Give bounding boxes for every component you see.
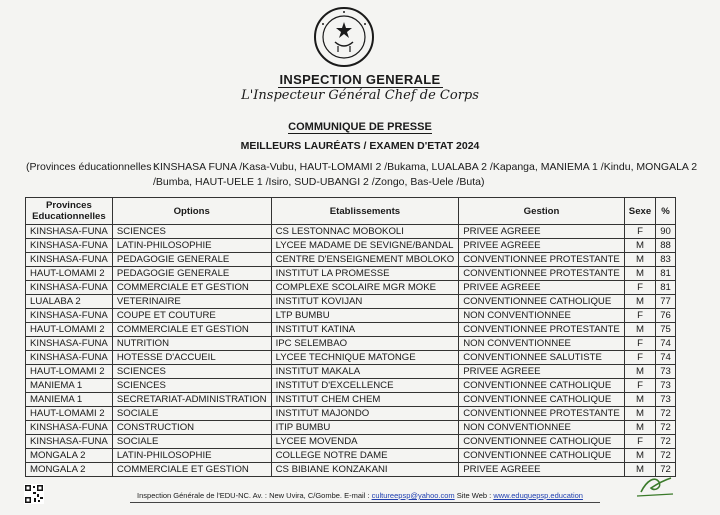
cell-etablissement: CENTRE D'ENSEIGNEMENT MBOLOKO — [271, 253, 459, 267]
table-row — [26, 309, 676, 323]
cell-gestion: PRIVEE AGREEE — [459, 365, 625, 379]
coat-of-arms-seal — [309, 6, 379, 68]
cell-sexe: M — [624, 267, 655, 281]
cell-sexe: F — [624, 281, 655, 295]
col-header-options: Options — [112, 198, 271, 225]
cell-etablissement: INSTITUT KOVIJAN — [271, 295, 459, 309]
cell-province: MANIEMA 1 — [26, 393, 113, 407]
cell-option: COMMERCIALE ET GESTION — [112, 281, 271, 295]
cell-option: COMMERCIALE ET GESTION — [112, 323, 271, 337]
cell-sexe: M — [624, 449, 655, 463]
cell-sexe: M — [624, 323, 655, 337]
cell-percent: 73 — [656, 393, 676, 407]
footer-divider — [130, 502, 600, 503]
cell-gestion: NON CONVENTIONNEE — [459, 309, 625, 323]
cell-sexe: F — [624, 435, 655, 449]
cell-option: COUPE ET COUTURE — [112, 309, 271, 323]
cell-gestion: CONVENTIONNEE CATHOLIQUE — [459, 435, 625, 449]
cell-percent: 77 — [656, 295, 676, 309]
col-header-percent: % — [656, 198, 676, 225]
cell-province: KINSHASA-FUNA — [26, 225, 113, 239]
footer-website-link[interactable]: www.eduquepsp.education — [493, 491, 583, 500]
footer-contact — [0, 491, 720, 500]
cell-province: HAUT-LOMAMI 2 — [26, 267, 113, 281]
cell-province: LUALABA 2 — [26, 295, 113, 309]
cell-sexe: F — [624, 309, 655, 323]
cell-gestion: CONVENTIONNEE CATHOLIQUE — [459, 449, 625, 463]
table-row — [26, 421, 676, 435]
cell-option: NUTRITION — [112, 337, 271, 351]
cell-percent: 73 — [656, 365, 676, 379]
cell-gestion: CONVENTIONNEE SALUTISTE — [459, 351, 625, 365]
cell-option: PEDAGOGIE GENERALE — [112, 253, 271, 267]
provinces-label: (Provinces éducationnelles : — [26, 161, 158, 173]
cell-etablissement: LYCEE MOVENDA — [271, 435, 459, 449]
col-header-sexe: Sexe — [624, 198, 655, 225]
cell-etablissement: CS BIBIANE KONZAKANI — [271, 463, 459, 477]
cell-etablissement: INSTITUT MAKALA — [271, 365, 459, 379]
cell-province: MANIEMA 1 — [26, 379, 113, 393]
cell-percent: 81 — [656, 281, 676, 295]
table-row — [26, 337, 676, 351]
handwritten-signature-mark — [635, 472, 675, 498]
cell-sexe: M — [624, 239, 655, 253]
provinces-note — [26, 160, 706, 190]
table-header-row — [26, 198, 676, 225]
col-header-etablissements: Etablissements — [271, 198, 459, 225]
cell-percent: 72 — [656, 449, 676, 463]
footer-site-label: Site Web : — [454, 491, 494, 500]
cell-etablissement: CS LESTONNAC MOBOKOLI — [271, 225, 459, 239]
table-row — [26, 323, 676, 337]
cell-sexe: F — [624, 379, 655, 393]
footer-email-link[interactable]: cultureepsp@yahoo.com — [371, 491, 455, 500]
col-header-gestion: Gestion — [459, 198, 625, 225]
cell-option: SOCIALE — [112, 435, 271, 449]
table-row — [26, 407, 676, 421]
cell-option: HOTESSE D'ACCUEIL — [112, 351, 271, 365]
cell-sexe: M — [624, 463, 655, 477]
cell-etablissement: INSTITUT LA PROMESSE — [271, 267, 459, 281]
cell-option: LATIN-PHILOSOPHIE — [112, 239, 271, 253]
cell-etablissement: INSTITUT MAJONDO — [271, 407, 459, 421]
cell-percent: 72 — [656, 421, 676, 435]
cell-percent: 73 — [656, 379, 676, 393]
document-title: COMMUNIQUE DE PRESSE — [288, 121, 432, 133]
cell-etablissement: LTP BUMBU — [271, 309, 459, 323]
table-row — [26, 393, 676, 407]
cell-etablissement: INSTITUT D'EXCELLENCE — [271, 379, 459, 393]
cell-gestion: CONVENTIONNEE CATHOLIQUE — [459, 295, 625, 309]
cell-gestion: CONVENTIONNEE PROTESTANTE — [459, 267, 625, 281]
cell-etablissement: INSTITUT KATINA — [271, 323, 459, 337]
signature-line: L'Inspecteur Général Chef de Corps — [241, 88, 479, 103]
cell-etablissement: IPC SELEMBAO — [271, 337, 459, 351]
cell-percent: 83 — [656, 253, 676, 267]
cell-gestion: PRIVEE AGREEE — [459, 463, 625, 477]
cell-percent: 90 — [656, 225, 676, 239]
footer-address: Inspection Générale de l'EDU-NC. Av. : New Uvira, C/Gombe. E-mail : — [137, 491, 372, 500]
cell-sexe: F — [624, 225, 655, 239]
cell-sexe: M — [624, 407, 655, 421]
cell-province: MONGALA 2 — [26, 449, 113, 463]
table-row — [26, 351, 676, 365]
cell-sexe: M — [624, 253, 655, 267]
cell-gestion: CONVENTIONNEE CATHOLIQUE — [459, 379, 625, 393]
cell-province: KINSHASA-FUNA — [26, 309, 113, 323]
cell-province: HAUT-LOMAMI 2 — [26, 323, 113, 337]
document-subtitle: MEILLEURS LAURÉATS / EXAMEN D'ETAT 2024 — [240, 140, 480, 152]
cell-sexe: M — [624, 421, 655, 435]
cell-gestion: PRIVEE AGREEE — [459, 239, 625, 253]
table-row — [26, 239, 676, 253]
cell-province: HAUT-LOMAMI 2 — [26, 407, 113, 421]
cell-etablissement: INSTITUT CHEM CHEM — [271, 393, 459, 407]
cell-option: LATIN-PHILOSOPHIE — [112, 449, 271, 463]
cell-option: SECRETARIAT-ADMINISTRATION — [112, 393, 271, 407]
cell-option: SOCIALE — [112, 407, 271, 421]
cell-option: VETERINAIRE — [112, 295, 271, 309]
table-row — [26, 225, 676, 239]
cell-percent: 75 — [656, 323, 676, 337]
cell-sexe: F — [624, 337, 655, 351]
cell-sexe: M — [624, 393, 655, 407]
laureates-table — [25, 197, 676, 477]
cell-gestion: CONVENTIONNEE PROTESTANTE — [459, 407, 625, 421]
col-header-province: Provinces Educationnelles — [26, 198, 113, 225]
cell-province: KINSHASA-FUNA — [26, 421, 113, 435]
cell-gestion: CONVENTIONNEE CATHOLIQUE — [459, 393, 625, 407]
cell-gestion: PRIVEE AGREEE — [459, 281, 625, 295]
cell-percent: 74 — [656, 337, 676, 351]
cell-province: KINSHASA-FUNA — [26, 435, 113, 449]
cell-province: HAUT-LOMAMI 2 — [26, 365, 113, 379]
cell-sexe: M — [624, 365, 655, 379]
cell-gestion: NON CONVENTIONNEE — [459, 421, 625, 435]
cell-province: KINSHASA-FUNA — [26, 351, 113, 365]
cell-province: KINSHASA-FUNA — [26, 239, 113, 253]
cell-percent: 74 — [656, 351, 676, 365]
table-row — [26, 365, 676, 379]
cell-etablissement: COMPLEXE SCOLAIRE MGR MOKE — [271, 281, 459, 295]
cell-option: COMMERCIALE ET GESTION — [112, 463, 271, 477]
cell-etablissement: LYCEE MADAME DE SEVIGNE/BANDAL — [271, 239, 459, 253]
cell-percent: 81 — [656, 267, 676, 281]
table-row — [26, 379, 676, 393]
table-row — [26, 281, 676, 295]
table-row — [26, 267, 676, 281]
org-title: INSPECTION GENERALE — [279, 72, 441, 87]
cell-gestion: CONVENTIONNEE PROTESTANTE — [459, 323, 625, 337]
cell-sexe: M — [624, 295, 655, 309]
cell-option: SCIENCES — [112, 365, 271, 379]
table-row — [26, 253, 676, 267]
table-row — [26, 449, 676, 463]
cell-etablissement: COLLEGE NOTRE DAME — [271, 449, 459, 463]
cell-province: KINSHASA-FUNA — [26, 281, 113, 295]
cell-sexe: F — [624, 351, 655, 365]
cell-gestion: CONVENTIONNEE PROTESTANTE — [459, 253, 625, 267]
provinces-list: KINSHASA FUNA /Kasa-Vubu, HAUT-LOMAMI 2 /Bukama, LUALABA 2 /Kapanga, MANIEMA 1 /Kindu, MONGALA 2 /Bumba, HAUT-UELE 1 /Isiro, SUD-UBANGI 2 /Zongo, Bas-Uele /Buta) — [153, 161, 698, 188]
cell-percent: 72 — [656, 435, 676, 449]
cell-province: MONGALA 2 — [26, 463, 113, 477]
cell-option: SCIENCES — [112, 379, 271, 393]
cell-percent: 72 — [656, 463, 676, 477]
cell-province: KINSHASA-FUNA — [26, 337, 113, 351]
cell-percent: 76 — [656, 309, 676, 323]
cell-option: PEDAGOGIE GENERALE — [112, 267, 271, 281]
cell-option: SCIENCES — [112, 225, 271, 239]
cell-etablissement: LYCEE TECHNIQUE MATONGE — [271, 351, 459, 365]
cell-etablissement: ITIP BUMBU — [271, 421, 459, 435]
cell-percent: 72 — [656, 407, 676, 421]
cell-province: KINSHASA-FUNA — [26, 253, 113, 267]
cell-gestion: NON CONVENTIONNEE — [459, 337, 625, 351]
table-row — [26, 435, 676, 449]
table-row — [26, 463, 676, 477]
cell-option: CONSTRUCTION — [112, 421, 271, 435]
cell-gestion: PRIVEE AGREEE — [459, 225, 625, 239]
cell-percent: 88 — [656, 239, 676, 253]
table-row — [26, 295, 676, 309]
